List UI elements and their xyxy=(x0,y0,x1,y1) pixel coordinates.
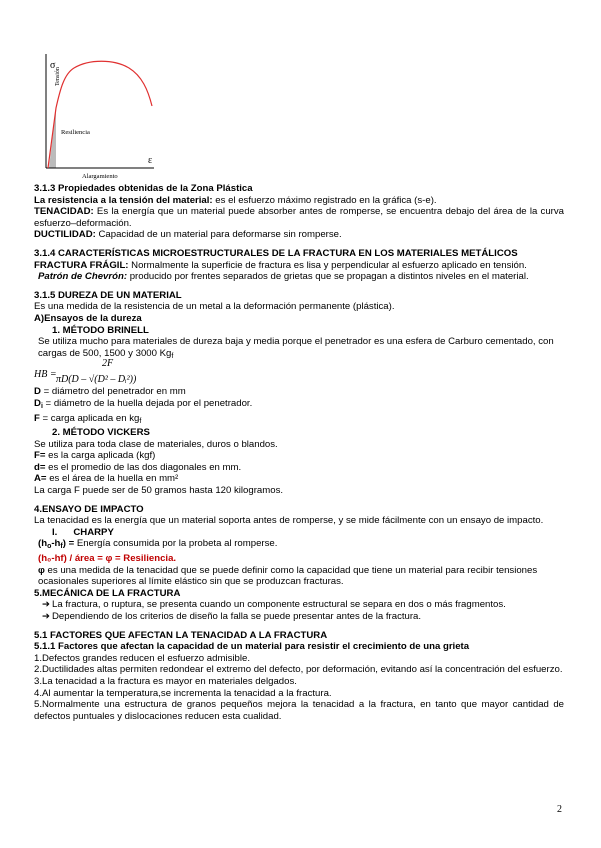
heading-brinell: 1. MÉTODO BRINELL xyxy=(52,324,149,336)
para-vickers-carga: La carga F puede ser de 50 gramos hasta 120 kilogramos. xyxy=(34,485,284,497)
def-vickers-f: F= es la carga aplicada (kgf) xyxy=(34,450,156,462)
list-item-5: 5.Normalmente una estructura de granos pequeños mejora la tenacidad a la fractura, en tanto que mayor cantidad de defectos puntuales y dislocaciones reducen esta cualidad. xyxy=(34,699,564,722)
heading-mecanica-fractura: 5.MECÁNICA DE LA FRACTURA xyxy=(34,587,181,599)
heading-3-1-4: 3.1.4 CARACTERÍSTICAS MICROESTRUCTURALES DE LA FRACTURA EN LOS MATERIALES METÁLICOS xyxy=(34,247,518,259)
para-resistencia: La resistencia a la tensión del material: es el esfuerzo máximo registrado en la gráfica (s-e). xyxy=(34,194,437,206)
formula-denominator: πD(D – √(D² – Dᵢ²)) xyxy=(56,374,137,386)
document-body xyxy=(34,183,564,722)
list-item-2: 2.Ductilidades altas permiten redondear el extremo del defecto, por deformación, evitando así la concentración del esfuerzo. xyxy=(34,664,563,676)
para-vickers: Se utiliza para toda clase de materiales, duros o blandos. xyxy=(34,438,278,450)
def-d: D = diámetro del penetrador en mm xyxy=(34,386,186,398)
y-axis-label: Tensión xyxy=(55,67,61,86)
list-item-4: 4.Al aumentar la temperatura,se incrementa la tenacidad a la fractura. xyxy=(34,687,332,699)
para-chevron: Patrón de Chevrón: producido por frentes separados de grietas que se propagan a distintos niveles en el material. xyxy=(38,271,529,283)
formula-lhs: HB = xyxy=(34,369,57,381)
resilience-label: Resiliencia xyxy=(61,129,90,136)
subheading-ensayos-dureza: A)Ensayos de la dureza xyxy=(34,312,142,324)
heading-3-1-3: 3.1.3 Propiedades obtenidas de la Zona Plástica xyxy=(34,183,253,194)
stress-strain-figure xyxy=(34,46,174,182)
x-axis-label: Alargamiento xyxy=(82,173,118,180)
heading-vickers: 2. MÉTODO VICKERS xyxy=(52,427,150,439)
brinell-formula xyxy=(34,358,564,386)
list-item-3: 3.La tenacidad a la fractura es mayor en materiales delgados. xyxy=(34,675,297,687)
sigma-symbol: σ xyxy=(50,60,56,71)
para-impacto: La tenacidad es la energía que un material soporta antes de romperse, y se mide fácilmente con un ensayo de impacto. xyxy=(34,515,544,527)
def-vickers-a: A= es el área de la huella en mm² xyxy=(34,473,179,485)
heading-3-1-5: 3.1.5 DUREZA DE UN MATERIAL xyxy=(34,289,182,301)
heading-5-1: 5.1 FACTORES QUE AFECTAN LA TENACIDAD A LA FRACTURA xyxy=(34,629,328,641)
bullet-fractura-1: ➔ La fractura, o ruptura, se presenta cuando un componente estructural se separa en dos o más fragmentos. xyxy=(42,599,506,611)
resiliencia-formula: (h₀-hf) / área = φ = Resiliencia. xyxy=(38,553,177,565)
heading-5-1-1: 5.1.1 Factores que afectan la capacidad de un material para resistir el crecimiento de una grieta xyxy=(34,641,470,653)
page-number: 2 xyxy=(557,804,562,815)
para-ductilidad: DUCTILIDAD: Capacidad de un material para deformarse sin romperse. xyxy=(34,229,342,241)
para-tenacidad: TENACIDAD: Es la energía que un material puede absorber antes de romperse, se encuentra debajo del área de la curva esfuerzo–deformación. xyxy=(34,206,564,229)
para-dureza-intro: Es una medida de la resistencia de un metal a la deformación permanente (plástica). xyxy=(34,301,395,313)
para-brinell: Se utiliza mucho para materiales de dureza baja y media porque el penetrador es una esfera de Carburo cementado, con cargas de 500, 1500 y 3000 $Kg_f$ xyxy=(38,336,554,360)
def-vickers-d: d= es el promedio de las dos diagonales en mm. xyxy=(34,461,242,473)
arrow-bullet-icon: ➔ xyxy=(42,599,51,611)
epsilon-symbol: ε xyxy=(148,155,153,166)
def-di: $D_i$ = diámetro de la huella dejada por el penetrador. xyxy=(34,397,253,410)
arrow-bullet-icon: ➔ xyxy=(42,611,51,622)
list-item-1: 1.Defectos grandes reducen el esfuerzo admisible. xyxy=(34,652,250,664)
para-phi: φ es una medida de la tenacidad que se puede definir como la capacidad que tiene un material para recibir tensiones ocasionales superiores al límite elástico sin que se produzcan fracturas. xyxy=(38,564,538,588)
stress-strain-curve xyxy=(48,61,152,168)
para-fractura-fragil: FRACTURA FRÁGIL: Normalmente la superficie de fractura es lisa y perpendicular al esfuerzo aplicado en tensión. xyxy=(34,259,527,271)
bullet-fractura-2: ➔ Dependiendo de los criterios de diseño la falla se puede presentar antes de la fractura. xyxy=(42,611,422,622)
formula-numerator: 2F xyxy=(102,358,114,370)
para-energia: $(h_o-h_f)$ = Energía consumida por la probeta al romperse. xyxy=(38,538,278,551)
def-f: F = carga aplicada en $kg_f$ xyxy=(34,412,142,425)
heading-ensayo-impacto: 4.ENSAYO DE IMPACTO xyxy=(34,503,144,515)
heading-charpy: I. CHARPY xyxy=(52,526,114,538)
